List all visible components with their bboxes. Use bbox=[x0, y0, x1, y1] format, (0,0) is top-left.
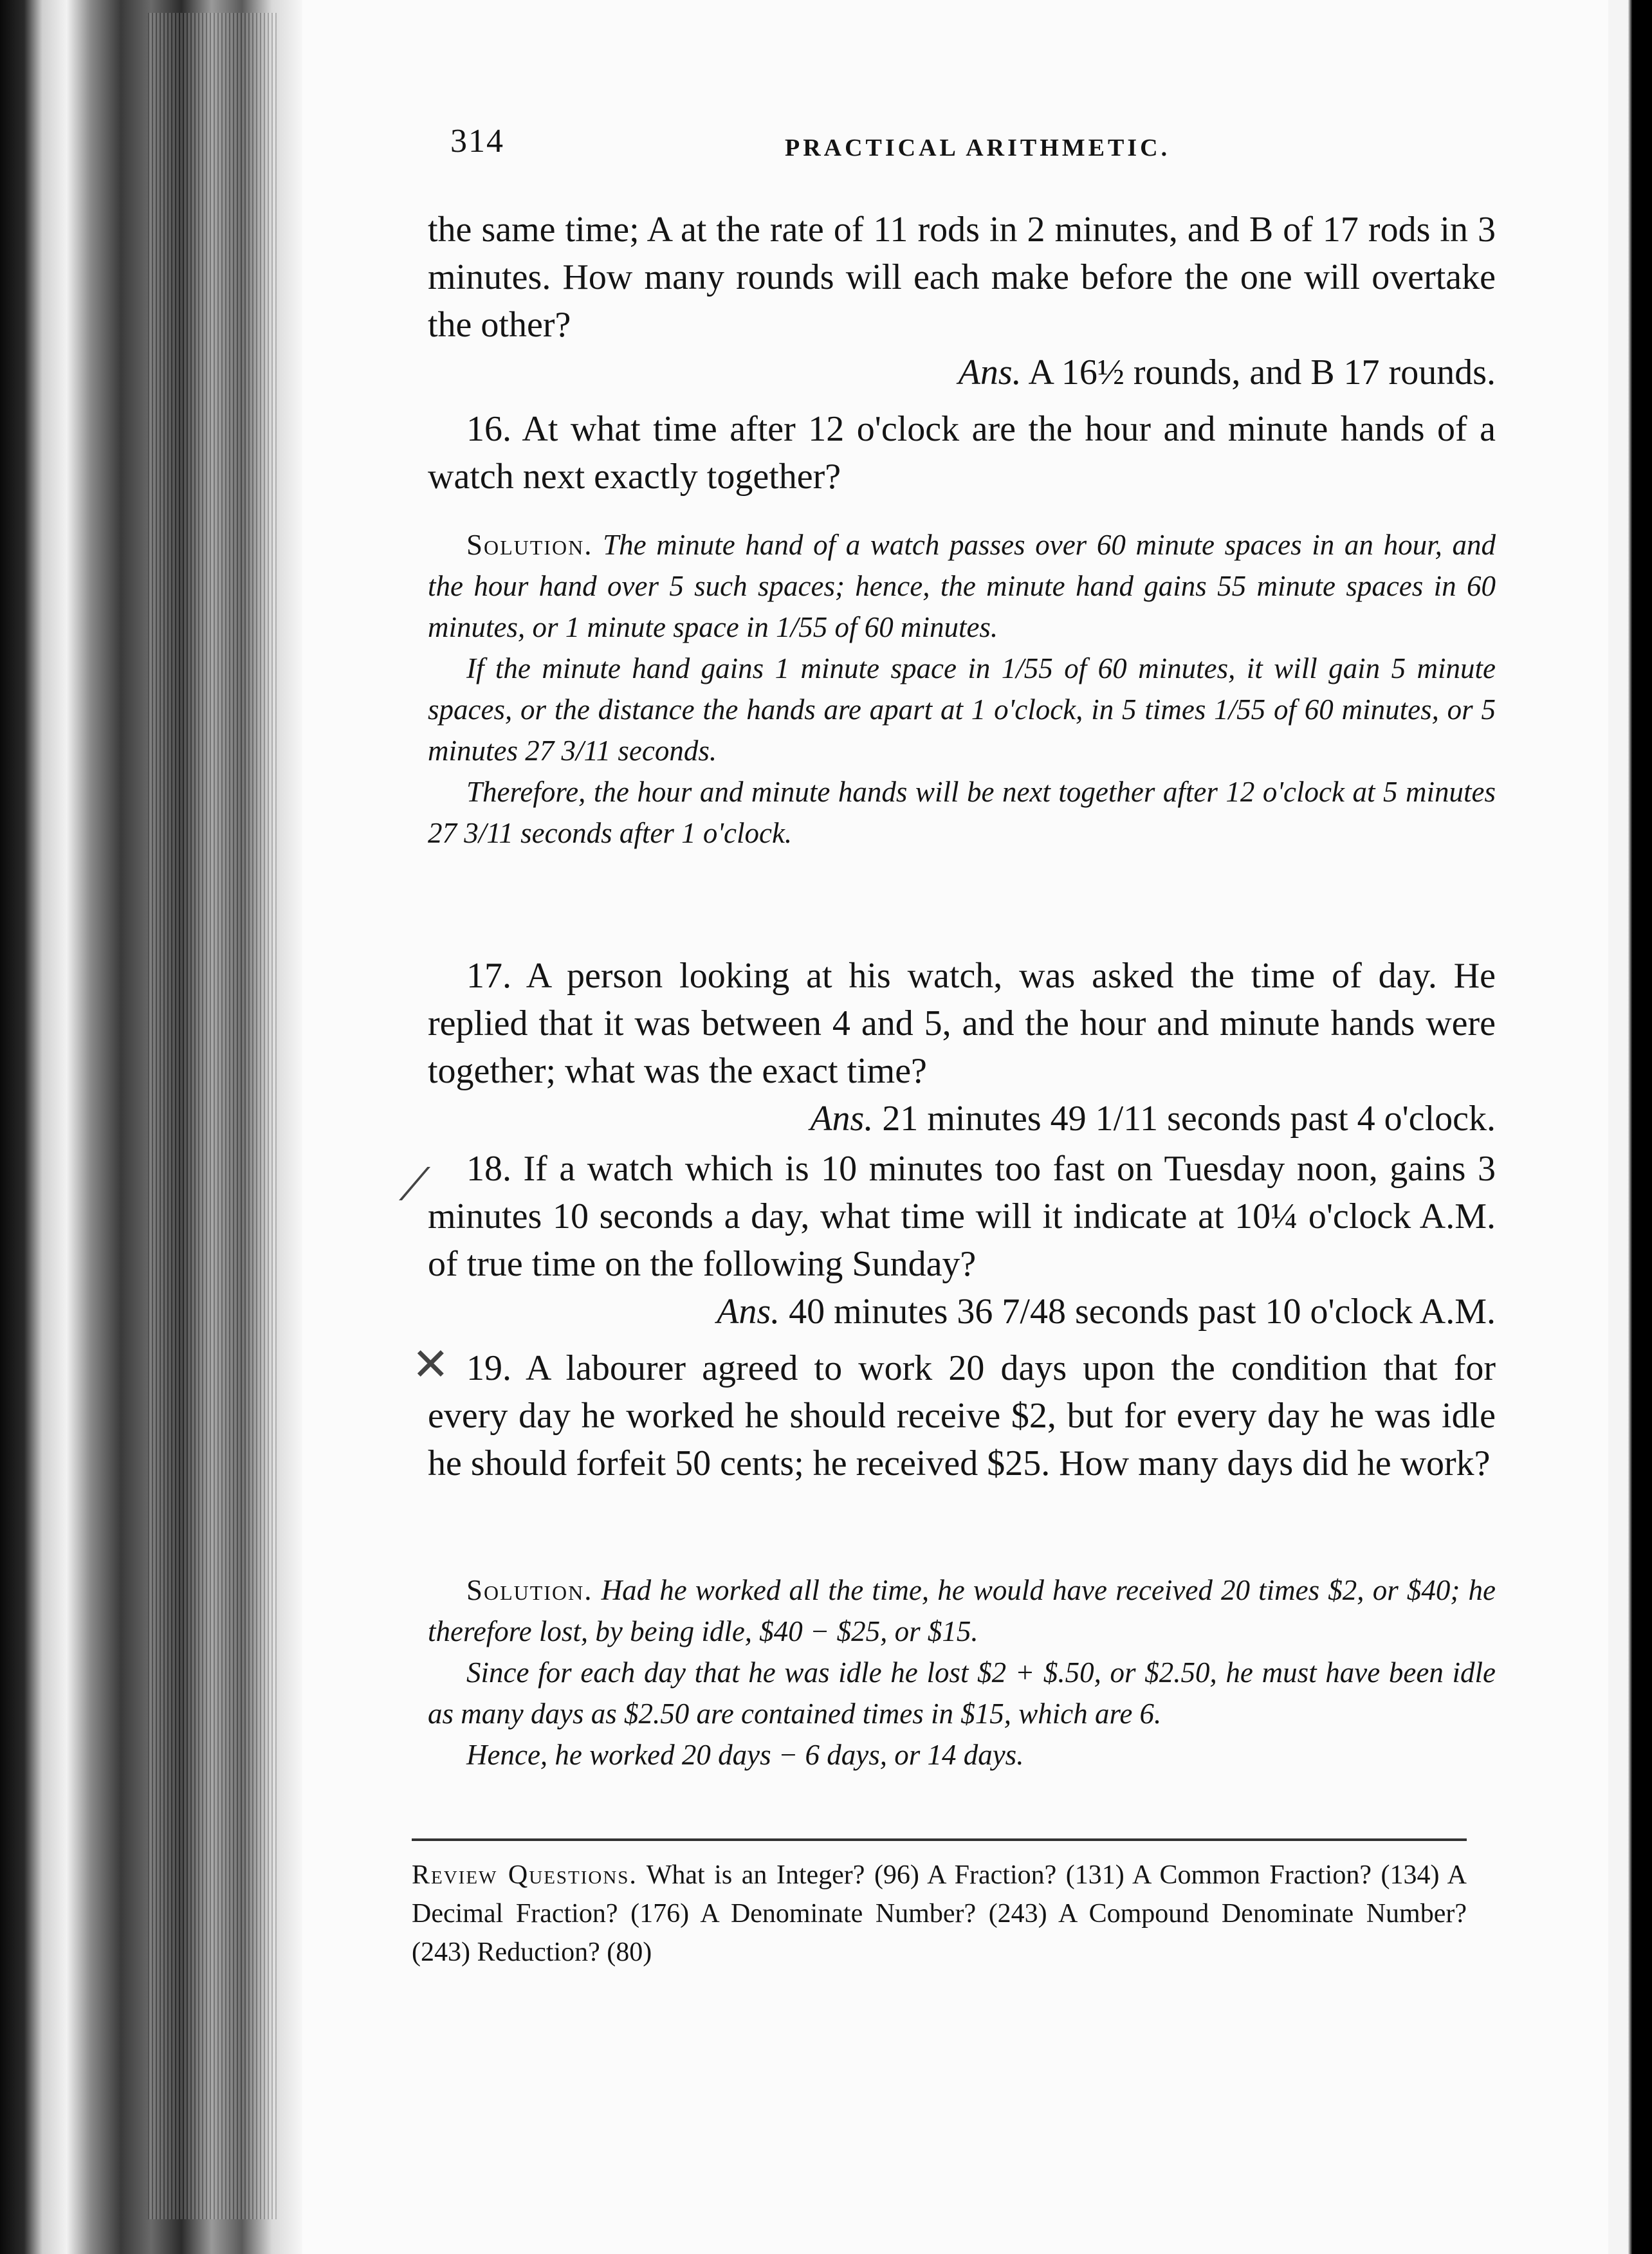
solution-16 bbox=[428, 524, 1496, 854]
answer-17-text: 21 minutes 49 1/11 seconds past 4 o'clock. bbox=[882, 1099, 1496, 1139]
problem-19 bbox=[428, 1344, 1496, 1487]
review-questions bbox=[412, 1856, 1467, 1972]
problem-18-text: 18. If a watch which is 10 minutes too fast on Tuesday noon, gains 3 minutes 10 seconds a day, what time will it indicate at 10¼ o'clock A.M. of true time on the following Sunday? bbox=[428, 1149, 1496, 1284]
solution-heading: Solution. bbox=[466, 529, 593, 561]
problem-16-text: 16. At what time after 12 o'clock are the hour and minute hands of a watch next exactly together? bbox=[428, 409, 1496, 497]
answer-label: Ans. bbox=[958, 353, 1022, 392]
solution-19-paragraph-3: Hence, he worked 20 days − 6 days, or 14 days. bbox=[466, 1739, 1024, 1771]
answer-18 bbox=[428, 1288, 1496, 1335]
facing-page-edge bbox=[1608, 0, 1652, 2254]
answer-15 bbox=[428, 349, 1496, 396]
review-text: What is an Integer? (96) A Fraction? (131) A Common Fraction? (134) A Decimal Fraction? (176) A Denominate Number? (243) A Compound Denominate Number? (243) Reduction? (80) bbox=[412, 1860, 1467, 1967]
pencil-mark-19: ✕ bbox=[412, 1338, 450, 1391]
pencil-mark-18: ⟋ bbox=[399, 1158, 430, 1211]
solution-19 bbox=[428, 1570, 1496, 1775]
answer-label: Ans. bbox=[717, 1292, 780, 1332]
problem-16 bbox=[428, 405, 1496, 500]
problem-15-continuation bbox=[428, 206, 1496, 396]
divider-rule bbox=[412, 1838, 1467, 1841]
page-edges bbox=[148, 13, 277, 2219]
solution-16-paragraph-3: Therefore, the hour and minute hands will be next together after 12 o'clock at 5 minutes 27 3/11 seconds after 1 o'clock. bbox=[428, 776, 1496, 849]
solution-16-paragraph-1 bbox=[428, 524, 1496, 648]
problem-17-text: 17. A person looking at his watch, was asked the time of day. He replied that it was between 4 and 5, and the hour and minute hands were together; what was the exact time? bbox=[428, 956, 1496, 1091]
page-number: 314 bbox=[450, 123, 504, 160]
solution-heading: Solution. bbox=[466, 1574, 593, 1606]
answer-label: Ans. bbox=[810, 1099, 874, 1139]
solution-16-text-1: The minute hand of a watch passes over 60 minute spaces in an hour, and the hour hand over 5 such spaces; hence, the minute hand gains 55 minute spaces in 60 minutes, or 1 minute space in 1/55 of 60 minutes. bbox=[428, 529, 1496, 643]
solution-16-paragraph-2: If the minute hand gains 1 minute space in 1/55 of 60 minutes, it will gain 5 minute spaces, or the distance the hands are apart at 1 o'clock, in 5 times 1/55 of 60 minutes, or 5 minutes 27 3/11 seconds. bbox=[428, 652, 1496, 767]
running-head: PRACTICAL ARITHMETIC. bbox=[785, 134, 1171, 161]
problem-19-text: 19. A labourer agreed to work 20 days upon the condition that for every day he worked he should receive $2, but for every day he was idle he should forfeit 50 cents; he received $25. How many days did he work? bbox=[428, 1348, 1496, 1483]
review-heading: Review Questions. bbox=[412, 1860, 638, 1890]
answer-15-text: A 16½ rounds, and B 17 rounds. bbox=[1028, 353, 1496, 392]
solution-19-text-1: Had he worked all the time, he would have received 20 times $2, or $40; he therefore lost, by being idle, $40 − $25, or $15. bbox=[428, 1574, 1496, 1647]
problem-17 bbox=[428, 952, 1496, 1142]
answer-17 bbox=[428, 1095, 1496, 1142]
problem-15-text: the same time; A at the rate of 11 rods in 2 minutes, and B of 17 rods in 3 minutes. How many rounds will each make before the one will overtake the other? bbox=[428, 210, 1496, 345]
solution-19-paragraph-2: Since for each day that he was idle he lost $2 + $.50, or $2.50, he must have been idle as many days as $2.50 are contained times in $15, which are 6. bbox=[428, 1656, 1496, 1730]
problem-18 bbox=[428, 1145, 1496, 1335]
page-header bbox=[450, 122, 1492, 174]
solution-19-paragraph-1 bbox=[428, 1570, 1496, 1652]
answer-18-text: 40 minutes 36 7/48 seconds past 10 o'clock A.M. bbox=[789, 1292, 1496, 1332]
